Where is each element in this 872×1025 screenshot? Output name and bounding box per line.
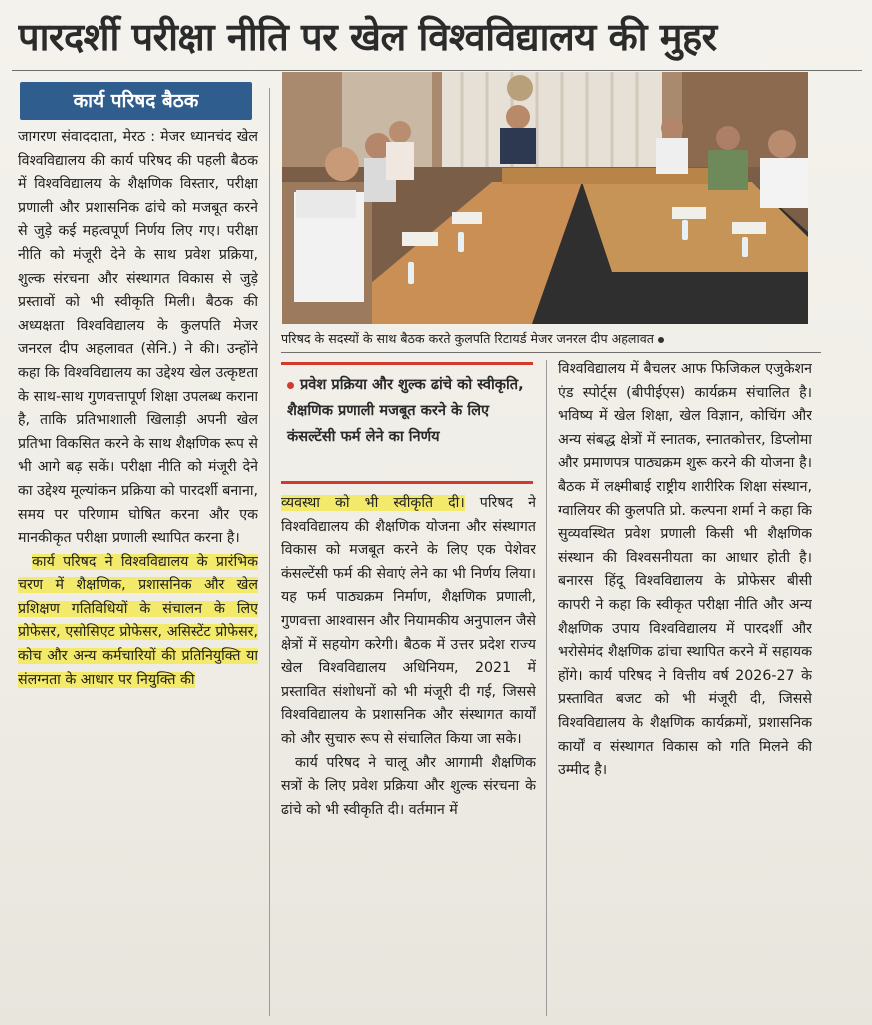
column-divider (269, 88, 270, 1016)
article-paragraph: विश्वविद्यालय में बैचलर आफ फिजिकल एजुकेशन एंड स्पोर्ट्स (बीपीईएस) कार्यक्रम संचालित है। भविष्य में खेल शिक्षा, खेल विज्ञान, कोचिंग और अन्य संबद्ध क्षेत्रों में स्नातक, स्नातकोत्तर, डिप्लोमा और प्रमाणपत्र पाठ्यक्रम शुरू करने की योजना है। बैठक में लक्ष्मीबाई राष्ट्रीय शारीरिक शिक्षा संस्थान, ग्वालियर की कुलपति प्रो. कल्पना शर्मा ने कहा कि सुव्यवस्थित प्रवेश प्रणाली किसी भी शैक्षणिक संस्थान की विश्वसनीयता का आधार होती है। बनारस हिंदू विश्वविद्यालय के प्रोफेसर बीसी कापरी ने कहा कि स्वीकृत परीक्षा नीति और अन्य शैक्षणिक उपाय विश्वविद्यालय में पारदर्शी और भरोसेमंद शैक्षणिक ढांचा स्थापित करने में सहायक होंगे। कार्य परिषद ने वित्तीय वर्ष 2026-27 के प्रस्तावित बजट को भी मंजूरी दी, जिससे विश्वविद्यालय के शैक्षणिक कार्यक्रमों, प्रशासनिक कार्यों व संस्थागत विकास को गति मिलने की उम्मीद है। (558, 361, 812, 779)
article-column-2 (281, 492, 536, 1014)
photo-caption-text: परिषद के सदस्यों के साथ बैठक करते कुलपति रिटायर्ड मेजर जनरल दीप अहलावत (281, 331, 654, 346)
highlighted-text: कार्य परिषद ने विश्वविद्यालय के प्रारंभिक चरण में शैक्षणिक, प्रशासनिक और खेल प्रशिक्षण गतिविधियों के संचालन के लिए प्रोफेसर, एसोसिएट प्रोफेसर, असिस्टेंट प्रोफेसर, कोच और अन्य कर्मचारियों की प्रतिनियुक्ति या संलग्नता के आधार पर नियुक्ति की (18, 553, 258, 688)
article-text: परिषद ने विश्वविद्यालय की शैक्षणिक योजना और संस्थागत विकास को मजबूत करने के लिए एक पेशेवर कंसल्टेंसी फर्म की सेवाएं लेने का भी निर्णय लिया। यह फर्म पाठ्यक्रम निर्माण, शैक्षणिक प्रणाली, गुणवत्ता आश्वासन और नियामकीय अनुपालन जैसे क्षेत्रों में सहयोग करेगी। बैठक में उत्तर प्रदेश राज्य खेल विश्वविद्यालय अधिनियम, 2021 में प्रस्तावित संशोधनों को भी मंजूरी दी गई, जिससे विश्वविद्यालय के प्रशासनिक और संस्थागत कार्यों को और सुचारु रूप से संचालित किया जा सके। (281, 495, 536, 747)
callout-text (287, 372, 527, 450)
headline-rule (12, 70, 862, 71)
caption-bullet-icon (658, 337, 664, 343)
callout-top-rule (281, 362, 533, 365)
callout-bullet-icon (287, 382, 294, 389)
headline: पारदर्शी परीक्षा नीति पर खेल विश्वविद्यालय की मुहर (18, 15, 717, 59)
article-paragraph: जागरण संवाददाता, मेरठ : मेजर ध्यानचंद खेल विश्वविद्यालय की कार्य परिषद की पहली बैठक में विश्वविद्यालय के शैक्षणिक विस्तार, परीक्षा प्रणाली और प्रशासनिक ढांचे को मजबूत करने से जुड़े कई महत्वपूर्ण निर्णय लिए गए। परीक्षा नीति को मंजूरी देने के साथ प्रवेश प्रक्रिया, शुल्क संरचना और संस्थागत विकास से जुड़े प्रस्तावों को भी स्वीकृति मिली। बैठक की अध्यक्षता विश्वविद्यालय के कुलपति मेजर जनरल दीप अहलावत (सेनि.) ने की। उन्होंने कहा कि विश्वविद्यालय का उद्देश्य खेल उत्कृष्टता के साथ-साथ गुणवत्तापूर्ण शिक्षा उपलब्ध कराना है, ताकि प्रतिभाशाली खिलाड़ी अपनी खेल प्रतिभा विकसित करने के साथ शैक्षणिक रूप से भी आगे बढ़ सकें। परीक्षा नीति को मंजूरी देने का उद्देश्य मूल्यांकन प्रक्रिया को पारदर्शी बनाना, समय पर परिणाम घोषित करना और एक मानकीकृत परीक्षा प्रणाली स्थापित करना है। (18, 129, 258, 547)
article-column-1 (18, 126, 258, 1016)
meeting-photo-illustration (282, 72, 808, 324)
highlighted-text: व्यवस्था को भी स्वीकृति दी। (281, 495, 465, 511)
column-divider (546, 360, 547, 1016)
article-column-3 (558, 358, 812, 1014)
section-tag: कार्य परिषद बैठक (20, 82, 252, 120)
callout-text-content: प्रवेश प्रक्रिया और शुल्क ढांचे को स्वीकृति, शैक्षणिक प्रणाली मजबूत करने के लिए कंसल्टेंसी फर्म लेने का निर्णय (287, 376, 524, 445)
callout-box (281, 362, 533, 484)
caption-rule (281, 352, 821, 353)
article-paragraph: कार्य परिषद ने चालू और आगामी शैक्षणिक सत्रों के लिए प्रवेश प्रक्रिया और शुल्क संरचना के ढांचे को भी स्वीकृति दी। वर्तमान में (281, 754, 536, 818)
meeting-photo (282, 72, 808, 324)
photo-caption (281, 328, 821, 350)
article-paragraph (281, 492, 536, 752)
callout-bottom-rule (281, 481, 533, 484)
article-paragraph-highlighted (18, 551, 258, 693)
